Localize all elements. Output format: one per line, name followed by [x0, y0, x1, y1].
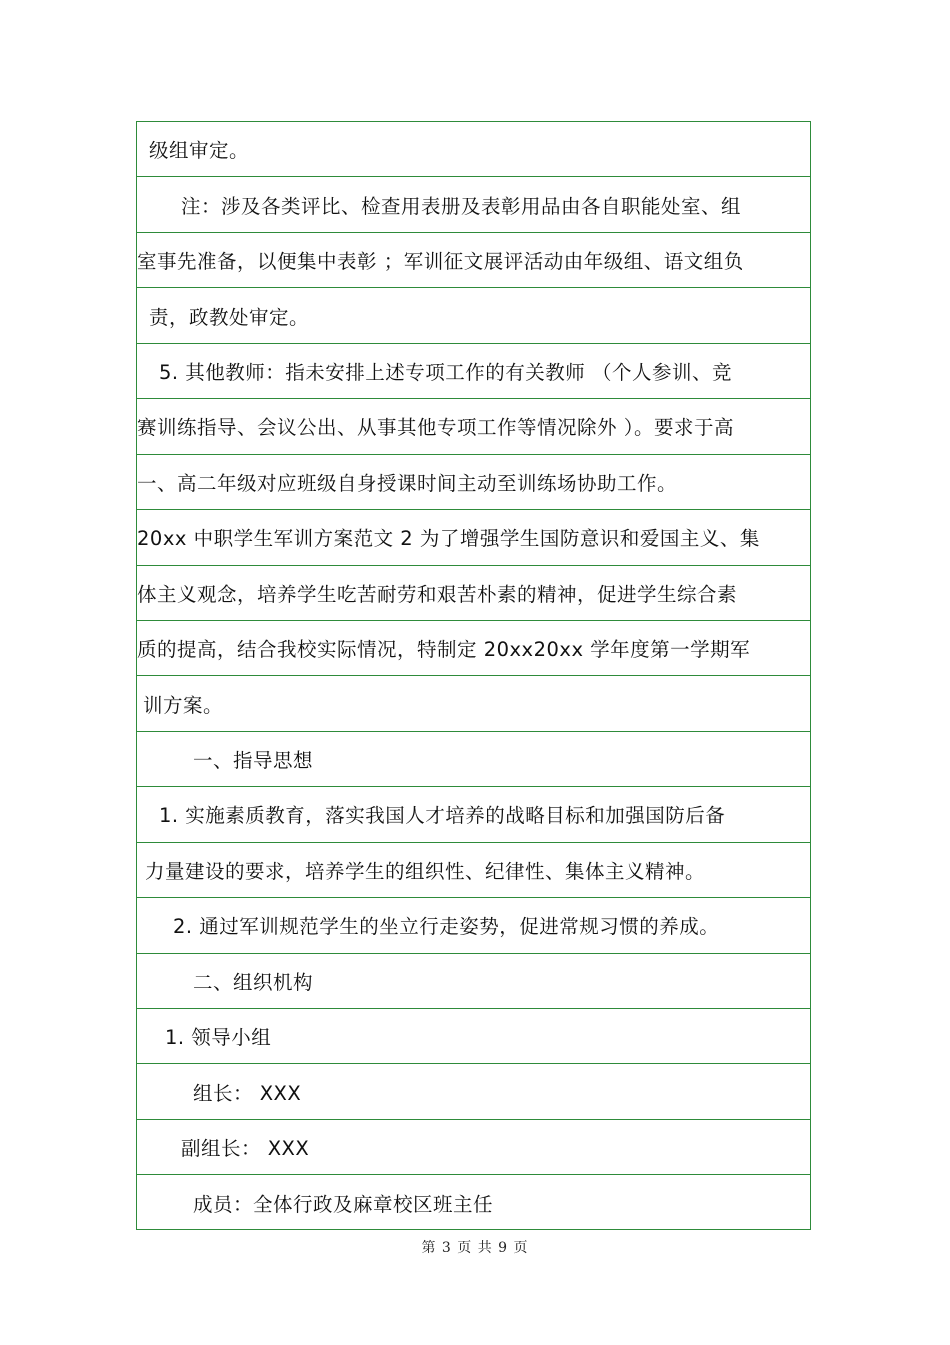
- text-line: [137, 843, 810, 898]
- text-line-content: 体主义观念，培养学生吃苦耐劳和艰苦朴素的精神，促进学生综合素: [137, 582, 738, 606]
- text-line-content: 责，政教处审定。: [149, 305, 310, 329]
- text-line: [137, 787, 810, 842]
- text-line: [137, 455, 810, 510]
- text-line-content: 二、组织机构: [193, 970, 314, 994]
- text-line-content: 一、高二年级对应班级自身授课时间主动至训练场协助工作。: [137, 471, 678, 495]
- text-line: [137, 898, 810, 953]
- text-line-content: 1. 实施素质教育，落实我国人才培养的战略目标和加强国防后备: [159, 804, 726, 828]
- text-line: [137, 1009, 810, 1064]
- text-line: [137, 510, 810, 565]
- text-line: [137, 1175, 810, 1230]
- text-line-content: 成员：全体行政及麻章校区班主任: [193, 1193, 494, 1217]
- text-line: [137, 177, 810, 232]
- section-heading: [137, 954, 810, 1009]
- text-line: [137, 676, 810, 731]
- text-line-content: 级组审定。: [149, 139, 250, 163]
- text-line-content: 5. 其他教师：指未安排上述专项工作的有关教师 （个人参训、竞: [159, 360, 733, 384]
- text-line: [137, 621, 810, 676]
- text-line-content: 质的提高，结合我校实际情况，特制定 20xx20xx 学年度第一学期军: [137, 638, 751, 662]
- text-line: [137, 566, 810, 621]
- text-line-content: 一、指导思想: [193, 749, 314, 773]
- text-line-content: 室事先准备，以便集中表彰 ；军训征文展评活动由年级组、语文组负: [137, 250, 744, 274]
- text-line-content: 组长： XXX: [193, 1081, 302, 1105]
- text-line: [137, 344, 810, 399]
- text-line: [137, 399, 810, 454]
- section-heading: [137, 732, 810, 787]
- text-line: [137, 122, 810, 177]
- text-line: [137, 233, 810, 288]
- text-line: [137, 1120, 810, 1175]
- page-number-footer: 第 3 页 共 9 页: [421, 1240, 529, 1256]
- text-line-content: 训方案。: [143, 693, 224, 717]
- text-line-content: 注：涉及各类评比、检查用表册及表彰用品由各自职能处室、组: [181, 194, 742, 218]
- text-line-content: 力量建设的要求，培养学生的组织性、纪律性、集体主义精神。: [145, 859, 706, 883]
- text-line-content: 20xx 中职学生军训方案范文 2 为了增强学生国防意识和爱国主义、集: [137, 527, 760, 551]
- text-line-content: 赛训练指导、会议公出、从事其他专项工作等情况除外 ）。要求于高: [137, 416, 734, 440]
- text-line-content: 1. 领导小组: [165, 1026, 272, 1050]
- text-line-content: 副组长： XXX: [181, 1137, 310, 1161]
- text-frame: [136, 121, 811, 1230]
- text-line: [137, 1064, 810, 1119]
- text-line: [137, 288, 810, 343]
- text-line-content: 2. 通过军训规范学生的坐立行走姿势，促进常规习惯的养成。: [173, 915, 720, 939]
